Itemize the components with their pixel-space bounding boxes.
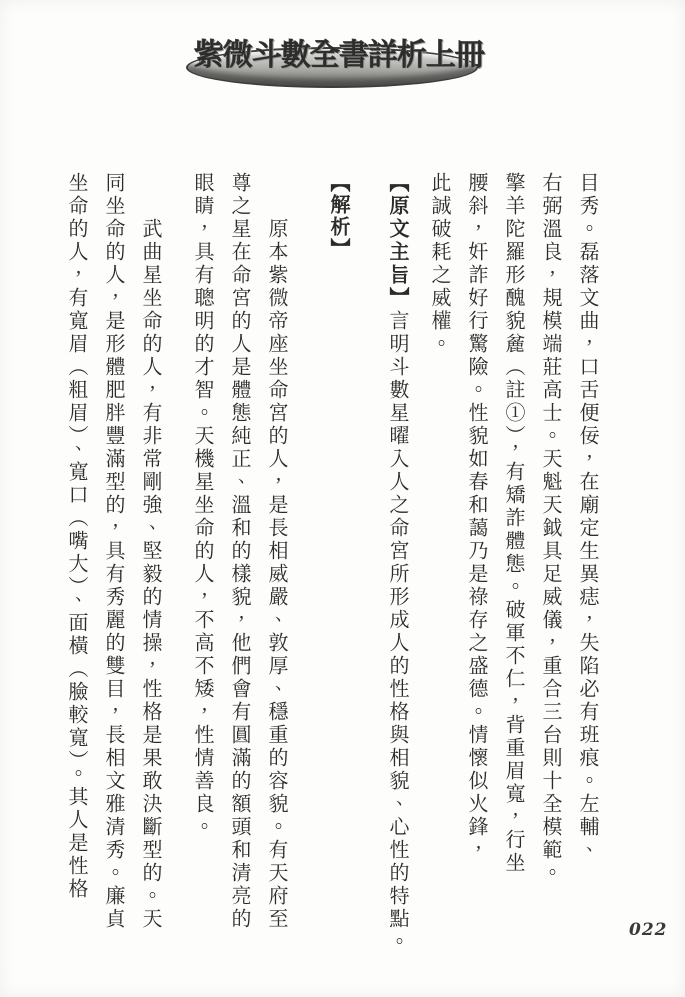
analysis-paragraph2-line: 武曲星坐命的人，有非常剛強、堅毅的情操，性格是果敢決斷型的。天 bbox=[139, 218, 161, 931]
original-text-line: 此誠破耗之威權。 bbox=[428, 172, 450, 356]
analysis-paragraph1-line: 尊之星在命宮的人是體態純正、溫和的樣貌，他們會有圓滿的額頭和清亮的 bbox=[228, 172, 250, 931]
original-text-line: 右弼溫良，規模端莊高士。天魁天鉞具足威儀，重合三台則十全模範。 bbox=[539, 172, 561, 885]
vertical-text-block bbox=[57, 172, 605, 980]
analysis-heading: 【解析】 bbox=[327, 172, 349, 260]
original-text-line: 腰斜，奸詐好行驚險。性貌如春和藹乃是祿存之盛德。情懷似火鋒， bbox=[465, 172, 487, 862]
main-idea-line bbox=[378, 172, 415, 980]
original-text-line: 擎羊陀羅形醜貌麄（註①），有矯詐體態。破軍不仁，背重眉寬，行坐 bbox=[502, 172, 524, 875]
analysis-paragraph1-line: 眼睛，具有聰明的才智。天機星坐命的人，不高不矮，性情善良。 bbox=[191, 172, 213, 839]
analysis-paragraph2-line: 坐命的人，有寬眉（粗眉）、寬口（嘴大）、面橫（臉較寬）。其人是性格 bbox=[65, 172, 87, 901]
main-idea-heading: 【原文主旨】 bbox=[386, 172, 408, 310]
book-title: 紫微斗數全書詳析上冊 bbox=[194, 39, 484, 72]
analysis-paragraph1-line: 原本紫微帝座坐命宮的人，是長相威嚴、敦厚、穩重的容貌。有天府至 bbox=[265, 218, 287, 931]
main-idea-text: 言明斗數星曜入人之命宮所形成人的性格與相貌、心性的特點。 bbox=[386, 310, 408, 954]
page-number: 022 bbox=[629, 920, 668, 940]
analysis-paragraph2-line: 同坐命的人，是形體肥胖豐滿型的，具有秀麗的雙目，長相文雅清秀。廉貞 bbox=[102, 172, 124, 931]
original-text-line: 目秀。磊落文曲，口舌便佞，在廟定生異痣，失陷必有班痕。左輔、 bbox=[576, 172, 598, 862]
